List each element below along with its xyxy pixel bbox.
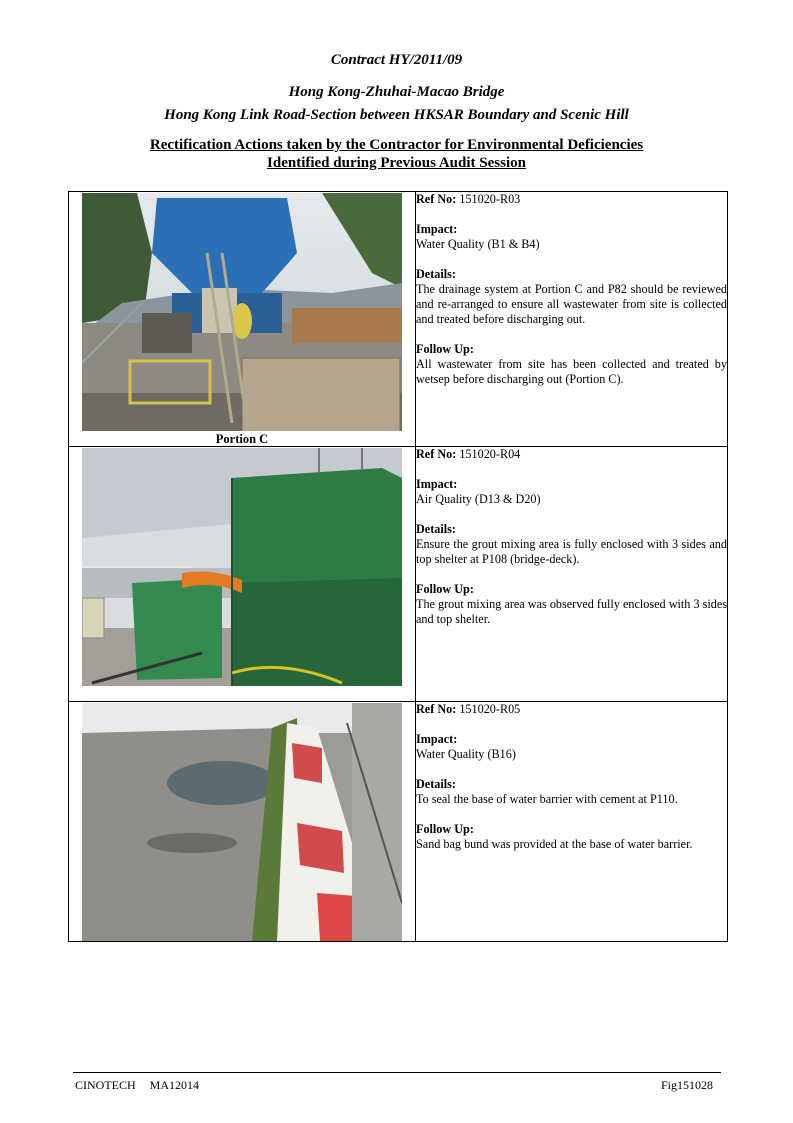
follow-up-text: All wastewater from site has been collected and treated by wetsep before discharging out (Portion C). bbox=[416, 357, 727, 386]
site-photo-grout-mixing-enclosure bbox=[82, 448, 402, 686]
follow-up-text: The grout mixing area was observed fully enclosed with 3 sides and top shelter. bbox=[416, 597, 727, 626]
photo-cell bbox=[69, 702, 416, 942]
follow-up-label: Follow Up: bbox=[416, 582, 474, 596]
impact-label: Impact: bbox=[416, 477, 458, 491]
table-row bbox=[69, 447, 728, 702]
site-photo-wastewater-treatment bbox=[82, 193, 402, 431]
details-label: Details: bbox=[416, 777, 456, 791]
impact-label: Impact: bbox=[416, 222, 458, 236]
project-title: Hong Kong-Zhuhai-Macao Bridge bbox=[288, 84, 505, 100]
photo-caption: Portion C bbox=[215, 432, 269, 446]
footer-company: CINOTECH bbox=[75, 1078, 136, 1092]
rectification-table bbox=[68, 191, 728, 942]
table-row bbox=[69, 192, 728, 447]
site-photo-water-barrier bbox=[82, 703, 402, 941]
details-label: Details: bbox=[416, 267, 456, 281]
impact-value: Water Quality (B1 & B4) bbox=[416, 237, 540, 251]
table-row bbox=[69, 702, 728, 942]
footer-report-code: MA12014 bbox=[149, 1078, 200, 1092]
follow-up-text: Sand bag bund was provided at the base of water barrier. bbox=[416, 837, 693, 851]
ref-no-value: 151020-R05 bbox=[459, 702, 521, 716]
impact-value: Water Quality (B16) bbox=[416, 747, 516, 761]
report-title-line-2: Identified during Previous Audit Session bbox=[267, 155, 526, 171]
photo-cell bbox=[69, 447, 416, 702]
ref-no-label: Ref No: bbox=[416, 447, 457, 461]
photo-cell bbox=[69, 192, 416, 447]
footer-figure-number: Fig151028 bbox=[660, 1078, 713, 1092]
footer-divider bbox=[73, 1072, 721, 1073]
section-title: Hong Kong Link Road-Section between HKSAR Boundary and Scenic Hill bbox=[164, 107, 629, 123]
footer-left bbox=[75, 1078, 199, 1093]
details-cell bbox=[416, 192, 728, 447]
details-label: Details: bbox=[416, 522, 456, 536]
impact-label: Impact: bbox=[416, 732, 458, 746]
ref-no-value: 151020-R03 bbox=[459, 192, 521, 206]
impact-value: Air Quality (D13 & D20) bbox=[416, 492, 541, 506]
details-text: Ensure the grout mixing area is fully enclosed with 3 sides and top shelter at P108 (bridge-deck). bbox=[416, 537, 727, 566]
contract-title: Contract HY/2011/09 bbox=[330, 52, 463, 68]
report-title-line-1: Rectification Actions taken by the Contractor for Environmental Deficiencies bbox=[149, 137, 644, 153]
ref-no-label: Ref No: bbox=[416, 702, 457, 716]
ref-no-label: Ref No: bbox=[416, 192, 457, 206]
details-text: The drainage system at Portion C and P82 should be reviewed and re-arranged to ensure all wastewater from site is collected and treated before discharging out. bbox=[416, 282, 727, 326]
details-cell bbox=[416, 702, 728, 942]
ref-no-value: 151020-R04 bbox=[459, 447, 521, 461]
details-text: To seal the base of water barrier with cement at P110. bbox=[416, 792, 678, 806]
details-cell bbox=[416, 447, 728, 702]
follow-up-label: Follow Up: bbox=[416, 342, 474, 356]
follow-up-label: Follow Up: bbox=[416, 822, 474, 836]
